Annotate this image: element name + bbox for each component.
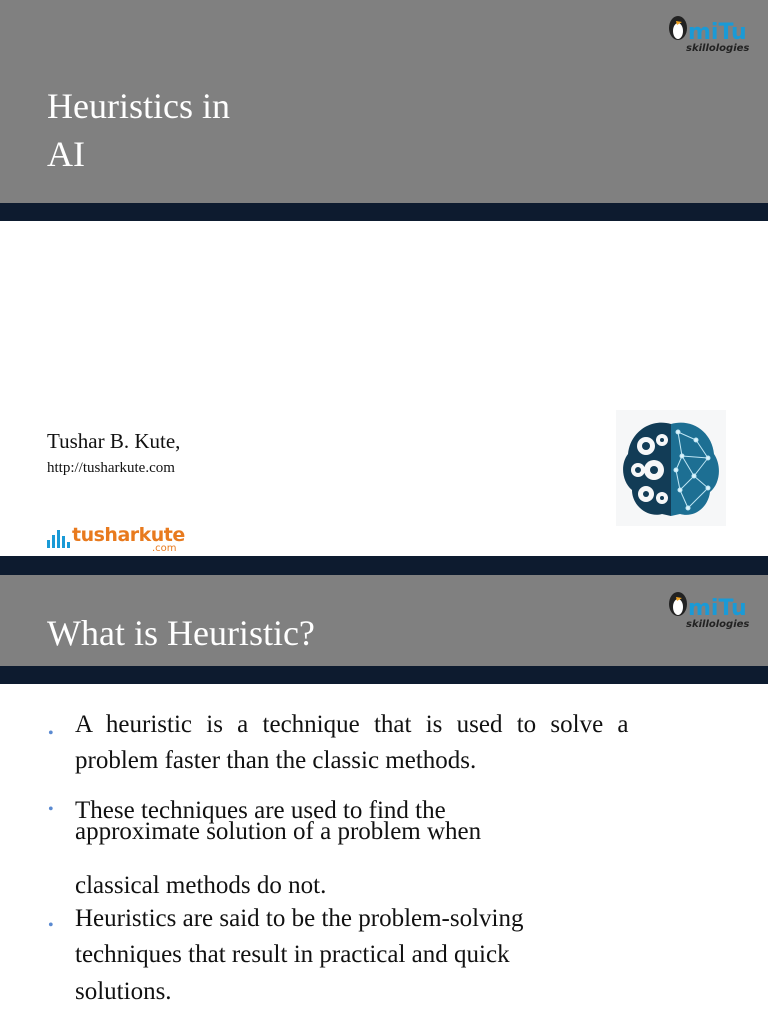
- slide-title: What is Heuristic?: [47, 613, 315, 653]
- content-slide: [0, 575, 768, 1024]
- title-line-2: AI: [47, 134, 85, 174]
- mitu-sub-text: skillologies: [686, 43, 750, 54]
- header-accent-bar: [0, 666, 768, 684]
- bullet-marker: •: [48, 917, 54, 934]
- author-url: http://tusharkute.com: [47, 460, 175, 476]
- bullet-1-line-1: A heuristic is a technique that is used to solve a: [75, 711, 629, 738]
- bullet-2-line-1: These techniques are used to find the: [75, 797, 446, 824]
- bullet-marker: •: [48, 725, 54, 742]
- mitu-logo: [664, 8, 760, 56]
- mitu-brand-text: miTu: [688, 20, 747, 45]
- slide-separator: [0, 556, 768, 575]
- tusharkute-logo: [46, 524, 186, 556]
- slide-title: [47, 82, 367, 178]
- bullet-3-line-2: techniques that result in practical and quick: [75, 941, 510, 968]
- bullet-2-line-2: approximate solution of a problem when: [75, 818, 482, 845]
- tusharkute-wordmark: tusharkute: [72, 524, 185, 546]
- author-name: Tushar B. Kute,: [47, 429, 181, 453]
- bullet-2-line-3: classical methods do not.: [75, 872, 327, 899]
- bar-chart-icon: [46, 526, 72, 550]
- bullet-1-line-2: problem faster than the classic methods.: [75, 747, 477, 774]
- mitu-brand-text: miTu: [688, 596, 747, 621]
- bullet-marker: •: [48, 801, 54, 818]
- tusharkute-tld: .com: [152, 543, 177, 554]
- header-accent-bar: [0, 203, 768, 221]
- mitu-sub-text: skillologies: [686, 619, 750, 630]
- title-line-1: Heuristics in: [47, 86, 230, 126]
- bullet-3-line-1: Heuristics are said to be the problem-solving: [75, 905, 524, 932]
- bullet-3-line-3: solutions.: [75, 978, 172, 1005]
- mitu-logo: [664, 584, 760, 632]
- brain-gears-network-icon: [616, 410, 726, 526]
